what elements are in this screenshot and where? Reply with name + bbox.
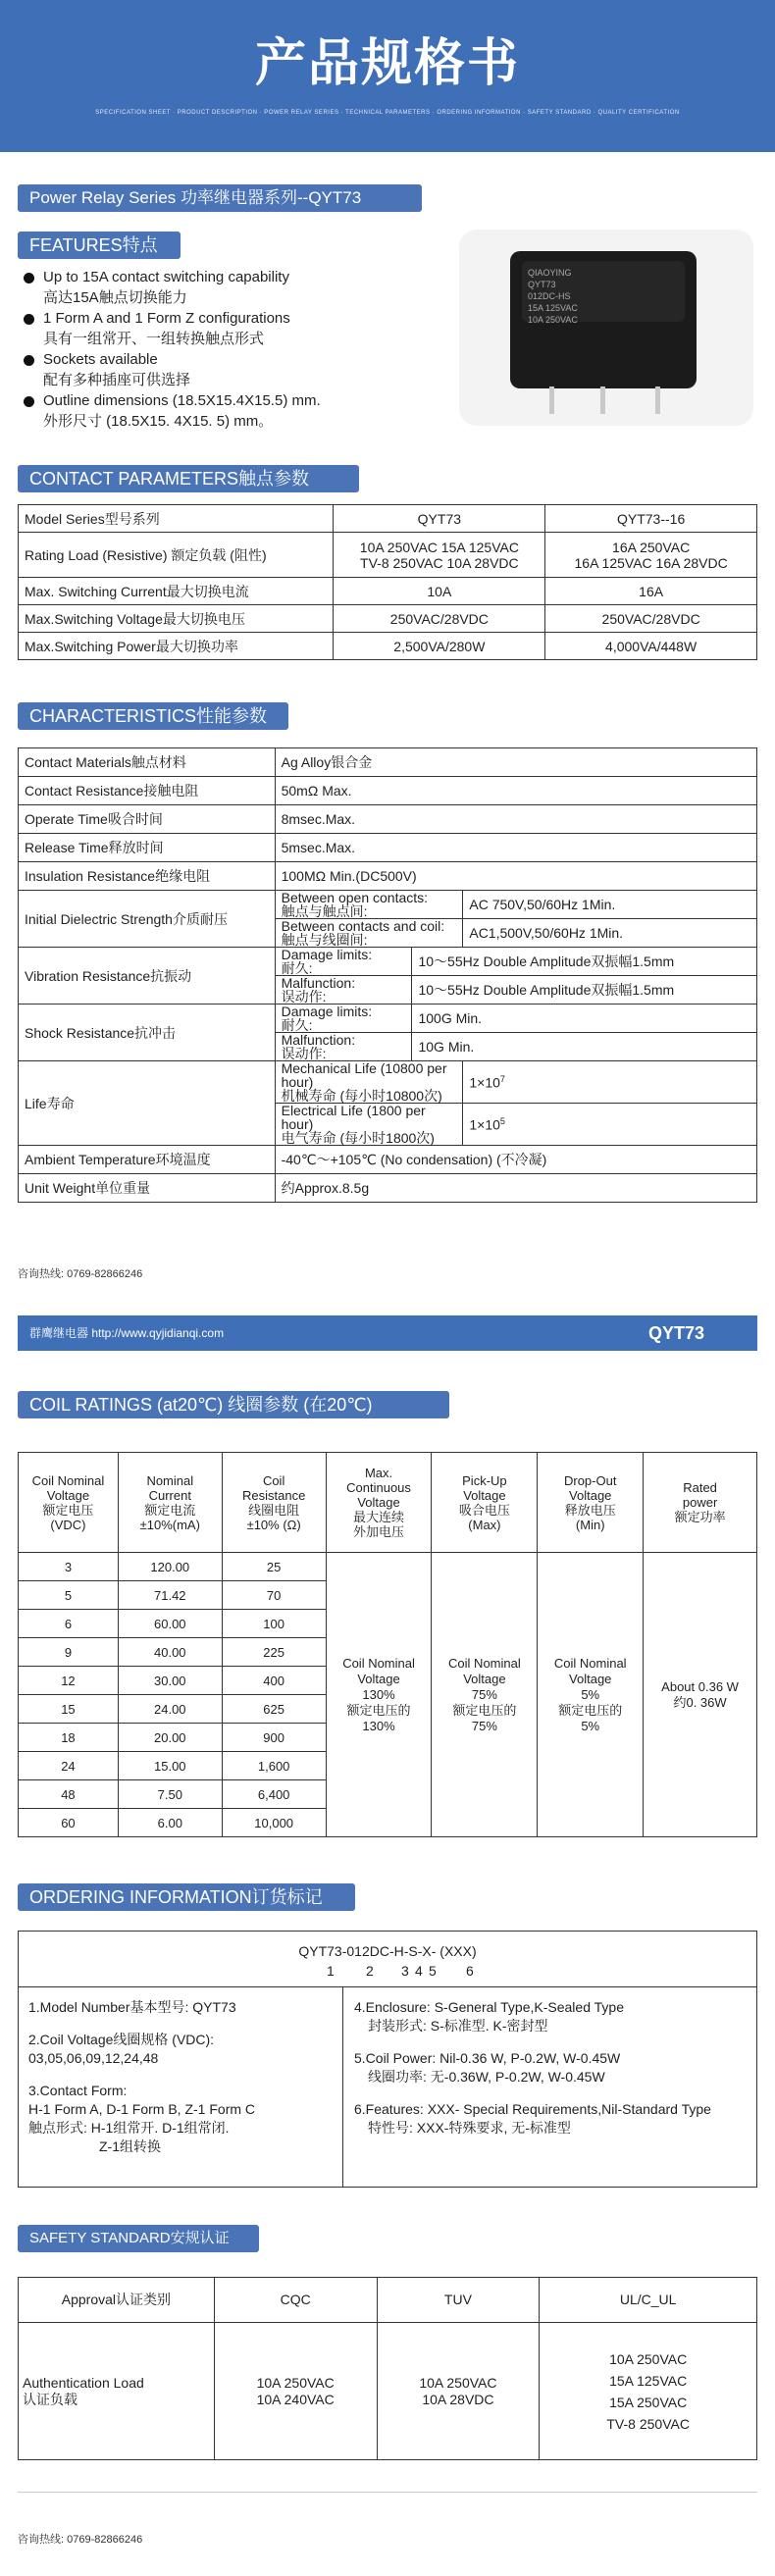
cell-line: Voltage: [569, 1671, 612, 1686]
table-cell: 9: [19, 1638, 119, 1667]
cell-line: Damage limits:: [281, 947, 373, 962]
header-line: 额定功率: [674, 1510, 726, 1524]
table-cell: Ag Alloy银合金: [275, 748, 756, 777]
relay-pin: [655, 386, 660, 414]
ordering-line: 2.Coil Voltage线圈规格 (VDC):: [28, 2032, 215, 2047]
table-cell: 71.42: [118, 1581, 222, 1610]
ordering-box: [18, 1931, 757, 2188]
cell-line: 耐久:: [281, 1017, 313, 1033]
table-cell: 16A: [545, 578, 757, 605]
table-cell: 250VAC/28VDC: [545, 605, 757, 633]
table-cell: 4,000VA/448W: [545, 633, 757, 660]
cell-line: 130%: [362, 1718, 395, 1733]
characteristics-table: [18, 747, 757, 1203]
table-row: [19, 805, 757, 834]
table-cell: 60.00: [118, 1610, 222, 1638]
header-line: Current: [148, 1487, 191, 1503]
table-row: [19, 505, 757, 533]
table-cell: 60: [19, 1809, 119, 1837]
header-line: (Min): [575, 1517, 605, 1532]
relay-pin: [600, 386, 605, 414]
cell-line: 认证负载: [23, 2391, 78, 2407]
safety-table: [18, 2277, 757, 2460]
ordering-item: [354, 2100, 754, 2138]
header-line: Voltage: [463, 1487, 506, 1503]
table-cell: 12: [19, 1667, 119, 1695]
cell-line: 耐久:: [281, 960, 313, 976]
relay-photo: [459, 230, 753, 426]
contact-heading: CONTACT PARAMETERS触点参数: [18, 465, 359, 492]
characteristics-heading: CHARACTERISTICS性能参数: [18, 702, 288, 730]
divider: [18, 2492, 757, 2493]
table-cell: Contact Materials触点材料: [19, 748, 276, 777]
brand-model: QYT73: [647, 1323, 704, 1343]
header-line: 外加电压: [353, 1524, 405, 1539]
table-cell: 约Approx.8.5g: [275, 1174, 756, 1203]
header-line: ±10%(mA): [139, 1517, 200, 1532]
series-title: Power Relay Series 功率继电器系列--QYT73: [18, 184, 422, 212]
life-exponent: 7: [499, 1073, 505, 1084]
cell-line: 10A 250VAC: [419, 2374, 497, 2391]
table-cell: 10G Min.: [412, 1033, 757, 1061]
ordering-line: 03,05,06,09,12,24,48: [28, 2050, 159, 2066]
table-cell: -40℃～+105℃ (No condensation) (不冷凝): [275, 1146, 756, 1174]
table-cell: 48: [19, 1780, 119, 1809]
header-line: (Max): [468, 1517, 501, 1532]
cell-line: Coil Nominal: [553, 1655, 627, 1671]
cell-line: 16A 125VAC 16A 28VDC: [574, 554, 728, 571]
cell-line: Voltage: [357, 1671, 400, 1686]
feature-item: Outline dimensions (18.5X15.4X15.5) mm.: [24, 390, 455, 411]
table-header: [118, 1453, 222, 1553]
header-line: ±10% (Ω): [246, 1517, 301, 1532]
cell-line: 16A 250VAC: [612, 539, 691, 555]
ordering-item: [28, 2031, 337, 2068]
table-cell: Max. Switching Current最大切换电流: [19, 578, 334, 605]
table-cell: 10A: [334, 578, 545, 605]
table-cell: 25: [222, 1553, 326, 1581]
table-header: [432, 1453, 538, 1553]
cell-line: 10A 250VAC: [256, 2374, 335, 2391]
table-cell: 20.00: [118, 1724, 222, 1752]
table-cell: 10,000: [222, 1809, 326, 1837]
ordering-line: H-1 Form A, D-1 Form B, Z-1 Form C: [28, 2101, 256, 2117]
table-cell: 70: [222, 1581, 326, 1610]
table-cell: 5msec.Max.: [275, 834, 756, 862]
cell-line: Coil Nominal: [448, 1655, 521, 1671]
ordering-line: 特性号: XXX-特殊要求, 无-标准型: [368, 2120, 571, 2136]
relay-brand: QIAOYING: [528, 268, 572, 278]
table-cell: [540, 2323, 757, 2460]
table-header: [644, 1453, 757, 1553]
cell-line: Malfunction:: [281, 975, 356, 991]
table-cell: 30.00: [118, 1667, 222, 1695]
table-cell: AC1,500V,50/60Hz 1Min.: [463, 919, 757, 948]
table-cell: [334, 533, 545, 578]
ordering-line: 线圈功率: 无-0.36W, P-0.2W, W-0.45W: [368, 2069, 605, 2085]
ordering-item: [354, 1998, 754, 2035]
feature-item: 1 Form A and 1 Form Z configurations: [24, 308, 455, 329]
table-cell: Max.Switching Voltage最大切换电压: [19, 605, 334, 633]
ordering-left: [28, 1998, 337, 2170]
table-cell: Insulation Resistance绝缘电阻: [19, 862, 276, 891]
table-row: [19, 2323, 757, 2460]
cell-line: Between open contacts:: [281, 890, 429, 905]
header-line: Rated: [683, 1480, 717, 1495]
header-line: 释放电压: [564, 1502, 616, 1518]
header-line: 额定电流: [144, 1502, 196, 1518]
cell-line: Coil Nominal: [342, 1655, 415, 1671]
table-cell: 7.50: [118, 1780, 222, 1809]
table-cell: 8msec.Max.: [275, 805, 756, 834]
header-line: Continuous: [346, 1480, 411, 1495]
table-cell: 6,400: [222, 1780, 326, 1809]
table-row: [19, 633, 757, 660]
table-header: [222, 1453, 326, 1553]
cell-line: Mechanical Life (10800 per hour): [281, 1060, 447, 1090]
cell-line: Damage limits:: [281, 1004, 373, 1019]
table-cell: 10～55Hz Double Amplitude双振幅1.5mm: [412, 948, 757, 976]
table-cell: 625: [222, 1695, 326, 1724]
features-list: [24, 267, 455, 432]
table-cell: [275, 948, 412, 976]
life-value: 1×10: [469, 1116, 500, 1133]
banner-tagline: SPECIFICATION SHEET · PRODUCT DESCRIPTION · POWER RELAY SERIES · TECHNICAL PARAMETERS · ORDERING INFORMATION · SAFETY STANDARD · QUALITY CERTIFICATION: [95, 110, 680, 116]
cell-line: 130%: [362, 1686, 395, 1702]
cell-line: 15A 250VAC: [609, 2394, 688, 2410]
table-cell: [463, 1104, 757, 1146]
relay-model: QYT73: [528, 280, 556, 289]
table-cell: 100MΩ Min.(DC500V): [275, 862, 756, 891]
table-cell: 50mΩ Max.: [275, 777, 756, 805]
table-cell: 400: [222, 1667, 326, 1695]
cell-line: 触点与触点间:: [281, 903, 368, 919]
ordering-line: 1.Model Number基本型号: QYT73: [28, 1999, 236, 2015]
cell-line: 电气寿命 (每小时1800次): [281, 1130, 435, 1146]
table-row: [19, 1061, 757, 1104]
relay-body: [510, 251, 697, 388]
relay-rating: 10A 250VAC: [528, 315, 578, 325]
table-cell: [275, 1005, 412, 1033]
table-cell: Ambient Temperature环境温度: [19, 1146, 276, 1174]
code-digit: 1: [327, 1963, 335, 1979]
ordering-code: QYT73-012DC-H-S-X- (XXX): [298, 1943, 477, 1959]
table-cell: 225: [222, 1638, 326, 1667]
cell-line: 15A 125VAC: [609, 2372, 688, 2389]
table-cell: Life寿命: [19, 1061, 276, 1146]
table-cell: Approval认证类别: [19, 2278, 215, 2323]
contact-table: [18, 504, 757, 660]
table-cell: Operate Time吸合时间: [19, 805, 276, 834]
coil-table: [18, 1452, 757, 1837]
table-row: [19, 1174, 757, 1203]
life-value: 1×10: [469, 1074, 500, 1091]
table-row: [19, 1005, 757, 1033]
life-exponent: 5: [499, 1115, 505, 1126]
ordering-item: [28, 1998, 337, 2017]
ordering-right: [354, 1998, 754, 2151]
table-cell: [377, 2323, 540, 2460]
feature-item-zh: 外形尺寸 (18.5X15. 4X15. 5) mm。: [43, 413, 274, 430]
cell-line: About 0.36 W: [661, 1678, 739, 1694]
table-cell: 1,600: [222, 1752, 326, 1780]
cell-line: 75%: [471, 1718, 497, 1733]
cell-line: 额定电压的: [346, 1702, 411, 1718]
table-cell: 24.00: [118, 1695, 222, 1724]
cell-line: Authentication Load: [23, 2374, 144, 2391]
table-row: [19, 948, 757, 976]
cell-line: Voltage: [463, 1671, 506, 1686]
table-cell: Shock Resistance抗冲击: [19, 1005, 276, 1061]
cell-line: 75%: [471, 1686, 497, 1702]
cell-line: 额定电压的: [452, 1702, 517, 1718]
ordering-line: 5.Coil Power: Nil-0.36 W, P-0.2W, W-0.45W: [354, 2050, 621, 2066]
cell-line: 10A 240VAC: [256, 2391, 335, 2407]
table-header: [326, 1453, 432, 1553]
table-header: [538, 1453, 644, 1553]
header-line: Nominal: [146, 1472, 194, 1488]
feature-item: Sockets available: [24, 349, 455, 370]
header-line: power: [682, 1495, 718, 1510]
table-cell: 900: [222, 1724, 326, 1752]
table-cell: 18: [19, 1724, 119, 1752]
table-cell: [19, 2323, 215, 2460]
relay-rating: 15A 125VAC: [528, 303, 578, 313]
page-title: 产品规格书: [254, 34, 520, 93]
feature-item-zh: 配有多种插座可供选择: [43, 372, 191, 388]
header-line: (VDC): [50, 1517, 86, 1532]
cell-line: 误动作:: [281, 989, 327, 1005]
feature-item-zh: 具有一组常开、一组转换触点形式: [43, 331, 265, 347]
table-cell: 2,500VA/280W: [334, 633, 545, 660]
table-cell: 250VAC/28VDC: [334, 605, 545, 633]
table-cell: AC 750V,50/60Hz 1Min.: [463, 891, 757, 919]
hotline: 咨询热线: 0769-82866246: [18, 1268, 143, 1280]
brand-bar: [18, 1315, 757, 1351]
table-cell: [275, 1061, 463, 1104]
table-cell: Vibration Resistance抗振动: [19, 948, 276, 1005]
cell-line: 约0. 36W: [673, 1694, 727, 1710]
code-digit: 4: [415, 1963, 423, 1979]
table-cell: Release Time释放时间: [19, 834, 276, 862]
cell-line: TV-8 250VAC 10A 28VDC: [360, 554, 519, 571]
table-row: [19, 777, 757, 805]
ordering-line: Z-1组转换: [99, 2138, 161, 2154]
cell-line: 额定电压的: [558, 1702, 623, 1718]
ordering-line: 6.Features: XXX- Special Requirements,Nil-Standard Type: [354, 2101, 711, 2117]
ordering-item: [28, 2082, 337, 2156]
cell-line: 10A 250VAC 15A 125VAC: [359, 539, 519, 555]
table-cell: [463, 1061, 757, 1104]
feature-item-zh: 高达15A触点切换能力: [43, 289, 187, 306]
header-line: Resistance: [241, 1487, 306, 1503]
table-row: [19, 834, 757, 862]
table-cell: 100G Min.: [412, 1005, 757, 1033]
rated-power-cell: [644, 1553, 757, 1837]
header-line: Pick-Up: [462, 1472, 507, 1488]
features-heading: FEATURES特点: [18, 232, 181, 259]
dropout-cell: [538, 1553, 644, 1837]
cell-line: 10A 250VAC: [609, 2350, 688, 2367]
table-cell: CQC: [214, 2278, 377, 2323]
header-line: 最大连续: [353, 1510, 405, 1524]
table-row: [19, 605, 757, 633]
cell-line: Electrical Life (1800 per hour): [281, 1103, 426, 1132]
header-line: Voltage: [46, 1487, 90, 1503]
header-line: Coil Nominal: [31, 1472, 105, 1488]
table-cell: QYT73: [334, 505, 545, 533]
table-row: [19, 862, 757, 891]
table-cell: QYT73--16: [545, 505, 757, 533]
header-line: Max.: [364, 1466, 393, 1480]
table-cell: 6.00: [118, 1809, 222, 1837]
table-row: [19, 891, 757, 919]
header-banner: [0, 0, 775, 152]
table-row: [19, 2278, 757, 2323]
table-row: [19, 1146, 757, 1174]
relay-pin: [549, 386, 554, 414]
brand-website: 群鹰继电器 http://www.qyjidianqi.com: [29, 1326, 225, 1340]
table-cell: 24: [19, 1752, 119, 1780]
code-digit: 5: [429, 1963, 437, 1979]
ordering-line: 触点形式: H-1组常开. D-1组常闭.: [28, 2120, 230, 2136]
cell-line: Malfunction:: [281, 1032, 356, 1048]
table-cell: 6: [19, 1610, 119, 1638]
table-row: [19, 578, 757, 605]
coil-heading: COIL RATINGS (at20℃) 线圈参数 (在20℃): [18, 1391, 449, 1418]
relay-coil: 012DC-HS: [528, 291, 571, 301]
table-row: [19, 1553, 757, 1581]
table-cell: 3: [19, 1553, 119, 1581]
cell-line: 5%: [581, 1718, 600, 1733]
table-cell: Model Series型号系列: [19, 505, 334, 533]
table-cell: [275, 976, 412, 1005]
table-cell: UL/C_UL: [540, 2278, 757, 2323]
hotline: 咨询热线: 0769-82866246: [18, 2534, 143, 2546]
table-row: [19, 1453, 757, 1553]
cell-line: 5%: [581, 1686, 600, 1702]
code-digit: 6: [466, 1963, 474, 1979]
table-cell: 10～55Hz Double Amplitude双振幅1.5mm: [412, 976, 757, 1005]
table-cell: [275, 891, 463, 919]
table-cell: [275, 1033, 412, 1061]
relay-marking: [522, 261, 685, 325]
pickup-cell: [432, 1553, 538, 1837]
ordering-item: [354, 2049, 754, 2087]
table-row: [19, 748, 757, 777]
header-line: 额定电压: [42, 1502, 94, 1518]
safety-heading: SAFETY STANDARD安规认证: [18, 2225, 259, 2252]
header-line: Coil: [262, 1472, 285, 1488]
table-cell: Contact Resistance接触电阻: [19, 777, 276, 805]
header-line: Voltage: [357, 1495, 400, 1510]
header-line: 线圈电阻: [248, 1502, 300, 1518]
table-header: [19, 1453, 119, 1553]
code-digit: 3: [401, 1963, 409, 1979]
table-cell: 15: [19, 1695, 119, 1724]
ordering-line: 3.Contact Form:: [28, 2083, 128, 2098]
ordering-heading: ORDERING INFORMATION订货标记: [18, 1883, 355, 1911]
table-cell: 15.00: [118, 1752, 222, 1780]
cell-line: 触点与线圈间:: [281, 932, 368, 948]
cell-line: TV-8 250VAC: [606, 2415, 690, 2432]
table-cell: 40.00: [118, 1638, 222, 1667]
table-cell: Unit Weight单位重量: [19, 1174, 276, 1203]
table-cell: Max.Switching Power最大切换功率: [19, 633, 334, 660]
table-cell: 100: [222, 1610, 326, 1638]
cell-line: 误动作:: [281, 1046, 327, 1061]
max-continuous-cell: [326, 1553, 432, 1837]
ordering-line: 4.Enclosure: S-General Type,K-Sealed Type: [354, 1999, 624, 2015]
cell-line: 机械寿命 (每小时10800次): [281, 1088, 442, 1104]
header-line: 吸合电压: [458, 1502, 510, 1518]
table-cell: [545, 533, 757, 578]
table-cell: [275, 1104, 463, 1146]
table-cell: Rating Load (Resistive) 额定负载 (阻性): [19, 533, 334, 578]
table-cell: [214, 2323, 377, 2460]
table-cell: TUV: [377, 2278, 540, 2323]
table-cell: [275, 919, 463, 948]
feature-item: Up to 15A contact switching capability: [24, 267, 455, 287]
table-cell: Initial Dielectric Strength介质耐压: [19, 891, 276, 948]
header-line: Drop-Out: [563, 1472, 617, 1488]
table-row: [19, 533, 757, 578]
cell-line: 10A 28VDC: [422, 2391, 494, 2407]
code-digit: 2: [366, 1963, 374, 1979]
cell-line: Between contacts and coil:: [281, 918, 445, 934]
table-cell: 120.00: [118, 1553, 222, 1581]
header-line: Voltage: [569, 1487, 612, 1503]
ordering-line: 封装形式: S-标准型. K-密封型: [368, 2018, 548, 2034]
table-cell: 5: [19, 1581, 119, 1610]
